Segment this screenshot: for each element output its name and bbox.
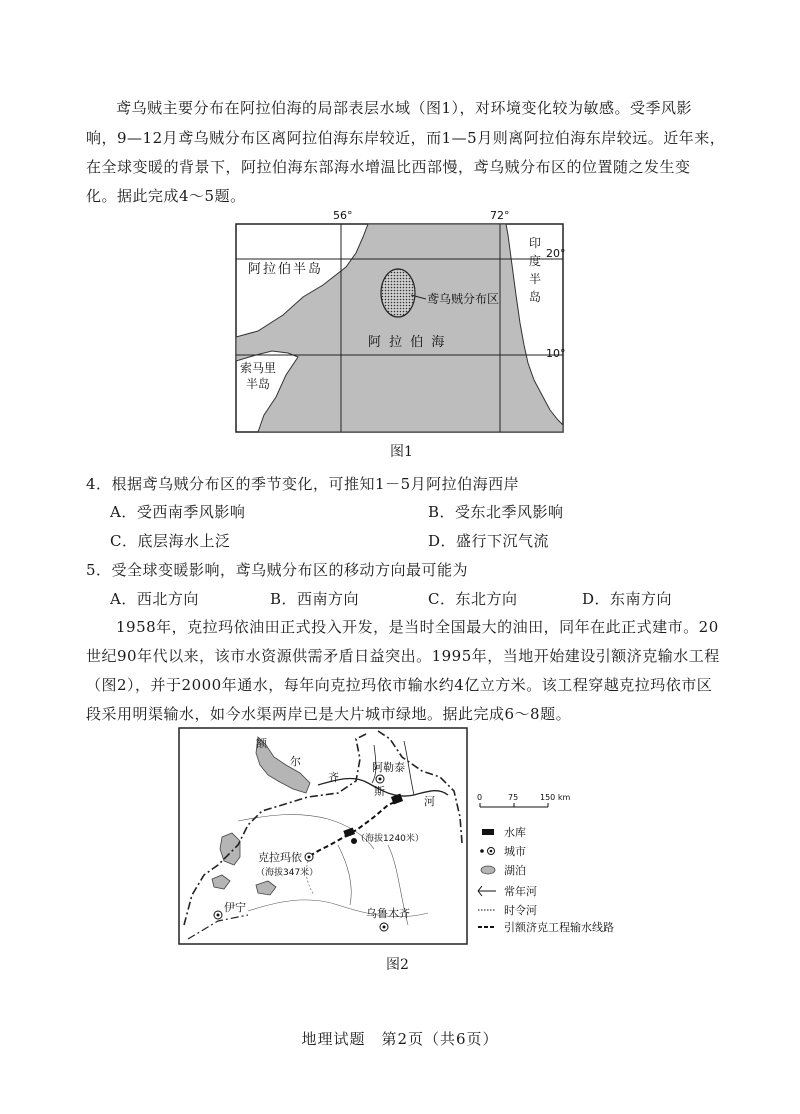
page-footer: 地理试题 第2页（共6页） <box>301 1030 499 1048</box>
label-lon-72: 72° <box>490 209 510 222</box>
q4-option-a: A．受西南季风影响 <box>110 503 246 521</box>
scale-bar <box>477 793 570 807</box>
label-indian-peninsula-2: 度 <box>529 254 542 268</box>
q5-option-d: D．东南方向 <box>582 590 673 608</box>
distribution-area-ellipse <box>381 269 415 317</box>
passage-2-line-3: （图2），并于2000年通水，每年向克拉玛依市输水约4亿立方米。该工程穿越克拉玛依市区 <box>86 676 713 694</box>
label-distribution-area: 鸢乌贼分布区 <box>427 292 500 306</box>
scale-150: 150 km <box>540 793 571 802</box>
figure-2-map <box>178 725 628 947</box>
q5-option-b: B．西南方向 <box>270 590 360 608</box>
label-yining: 伊宁 <box>224 901 246 914</box>
passage-1-line-1: 鸢乌贼主要分布在阿拉伯海的局部表层水域（图1），对环境变化较为敏感。受季风影 <box>116 99 693 117</box>
label-urumqi: 乌鲁木齐 <box>366 907 410 920</box>
scale-0: 0 <box>477 793 483 802</box>
label-lon-56: 56° <box>333 209 353 222</box>
label-river-e: 额 <box>256 737 267 750</box>
label-elevation-1240: （海拔1240米） <box>356 834 424 844</box>
label-indian-peninsula-4: 岛 <box>529 290 542 304</box>
passage-2-line-4: 段采用明渠输水，如今水渠两岸已是大片城市绿地。据此完成6～8题。 <box>86 705 572 723</box>
legend-reservoir: 水库 <box>504 826 526 839</box>
legend <box>478 825 614 934</box>
label-kelamayi: 克拉玛依 <box>258 851 302 864</box>
q5-option-c: C．东北方向 <box>428 590 518 608</box>
figure-2-caption: 图2 <box>386 957 409 973</box>
label-river-he: 河 <box>424 795 435 808</box>
passage-1-line-3: 在全球变暖的背景下，阿拉伯海东部海水增温比西部慢，鸢乌贼分布区的位置随之发生变 <box>86 158 691 176</box>
label-indian-peninsula-1: 印 <box>529 236 542 250</box>
passage-2-line-2: 世纪90年代以来，该市水资源供需矛盾日益突出。1995年，当地开始建设引额济克输水工程 <box>86 647 720 665</box>
label-lat-20: 20° <box>546 247 566 260</box>
legend-route: 引额济克工程输水线路 <box>504 921 614 934</box>
legend-city: 城市 <box>504 845 526 858</box>
label-elevation-347: （海拔347米） <box>256 868 319 878</box>
label-arabian-peninsula: 阿拉伯半岛 <box>248 262 324 277</box>
q4-option-c: C．底层海水上泛 <box>110 532 231 550</box>
legend-perennial-river: 常年河 <box>504 885 537 898</box>
passage-2-line-1: 1958年，克拉玛依油田正式投入开发，是当时全国最大的油田，同年在此正式建市。20 <box>116 618 719 636</box>
label-river-er: 尔 <box>290 755 301 768</box>
legend-seasonal-river: 时令河 <box>504 904 537 917</box>
label-somali-2: 半岛 <box>246 377 271 391</box>
q4-option-b: B．受东北季风影响 <box>428 503 564 521</box>
label-river-si: 斯 <box>374 785 385 798</box>
scale-75: 75 <box>508 793 519 802</box>
legend-lake: 湖泊 <box>504 864 526 877</box>
q5-option-a: A．西北方向 <box>110 590 199 608</box>
passage-1-line-2: 响，9—12月鸢乌贼分布区离阿拉伯海东岸较近，而1—5月则离阿拉伯海东岸较远。近年来， <box>86 129 726 147</box>
q5-stem: 5．受全球变暖影响，鸢乌贼分布区的移动方向最可能为 <box>86 561 469 579</box>
figure-1-map <box>228 205 573 435</box>
passage-1-line-4: 化。据此完成4～5题。 <box>86 187 246 205</box>
q4-stem: 4．根据鸢乌贼分布区的季节变化，可推知1－5月阿拉伯海西岸 <box>86 475 520 493</box>
label-lat-10: 10° <box>546 347 566 360</box>
label-river-qi: 齐 <box>328 771 339 784</box>
q4-option-d: D．盛行下沉气流 <box>428 532 550 550</box>
label-somali-1: 索马里 <box>240 361 277 375</box>
label-indian-peninsula-3: 半 <box>529 272 542 286</box>
label-arabian-sea: 阿 拉 伯 海 <box>368 335 447 350</box>
label-aletai: 阿勒泰 <box>372 761 405 774</box>
figure-1-caption: 图1 <box>390 444 413 460</box>
